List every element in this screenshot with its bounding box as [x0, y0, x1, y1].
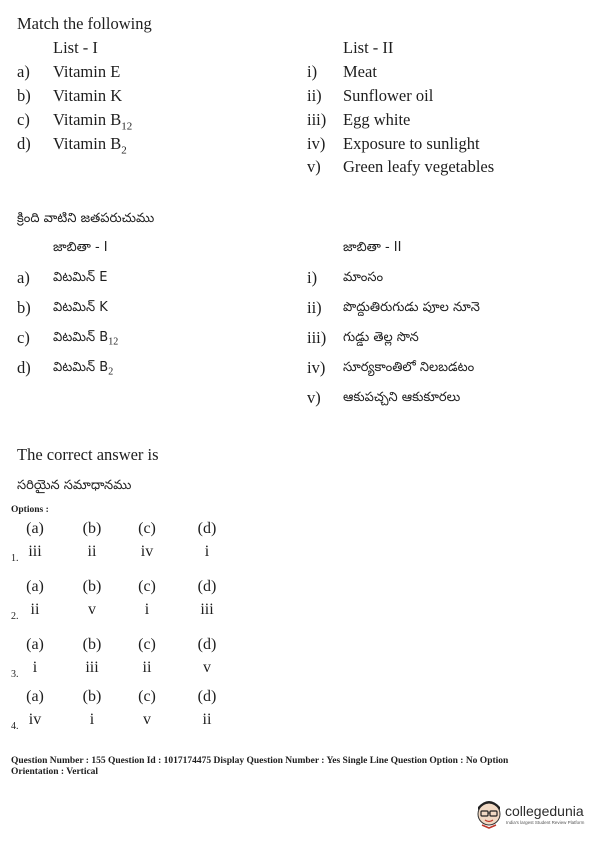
- list1-label: a): [17, 268, 30, 287]
- list2-label: v): [307, 157, 321, 176]
- list2-item: Exposure to sunlight: [343, 134, 480, 153]
- list1-header: List - I: [53, 38, 98, 57]
- answer-prompt-telugu: సరియైన సమాధానము: [17, 478, 132, 493]
- option-value: iii: [200, 601, 214, 618]
- list2-item: Meat: [343, 62, 377, 81]
- option-column-header: (d): [197, 636, 217, 653]
- option-value: i: [89, 711, 95, 728]
- list1-item-telugu: విటమిన్ E: [53, 270, 108, 285]
- option-column-header: (d): [197, 520, 217, 537]
- option-value: ii: [87, 543, 97, 560]
- list1-item-telugu: విటమిన్ $B_{12}$: [53, 330, 119, 348]
- list2-label: iv): [307, 358, 326, 377]
- list2-item-telugu: గుడ్డు తెల్ల సొన: [343, 330, 419, 345]
- options-label: Options :: [11, 505, 49, 515]
- option-column-header: (d): [197, 578, 217, 595]
- option-value: i: [144, 601, 150, 618]
- list2-label: ii): [307, 86, 322, 105]
- option-column-header: (a): [26, 636, 44, 653]
- list1-header-telugu: జాబితా - I: [53, 240, 108, 255]
- list2-label: v): [307, 388, 321, 407]
- question-meta-line2: Orientation : Vertical: [11, 767, 99, 777]
- option-value: v: [203, 659, 211, 676]
- option-column-header: (b): [82, 636, 102, 653]
- option-number[interactable]: 4.: [11, 721, 19, 732]
- option-value: ii: [30, 601, 40, 618]
- list2-item: Green leafy vegetables: [343, 157, 495, 176]
- option-number[interactable]: 3.: [11, 669, 19, 680]
- list2-item-telugu: మాంసం: [343, 270, 384, 285]
- logo-name: collegedunia: [505, 803, 584, 819]
- option-column-header: (a): [26, 520, 44, 537]
- logo-tagline: India's largest Student Review Platform: [506, 820, 585, 825]
- list2-header-telugu: జాబితా - II: [343, 240, 402, 255]
- list1-item: Vitamin K: [53, 86, 123, 105]
- list2-label: iv): [307, 134, 326, 153]
- list1-item: Vitamin E: [53, 62, 121, 81]
- option-value: iii: [28, 543, 42, 560]
- option-column-header: (a): [26, 688, 44, 705]
- collegedunia-logo: [474, 797, 504, 834]
- option-value: i: [32, 659, 38, 676]
- list1-label: b): [17, 86, 31, 105]
- option-column-header: (c): [138, 520, 156, 537]
- list2-item-telugu: పొద్దుతిరుగుడు పూల నూనె: [343, 300, 480, 315]
- option-value: iii: [85, 659, 99, 676]
- list1-item: Vitamin $B_{12}$: [53, 110, 133, 133]
- question-title: Match the following: [17, 14, 152, 33]
- list2-header: List - II: [343, 38, 394, 57]
- list1-label: a): [17, 62, 30, 81]
- option-value: v: [88, 601, 96, 618]
- option-column-header: (b): [82, 688, 102, 705]
- option-value: v: [143, 711, 151, 728]
- option-value: iv: [28, 711, 42, 728]
- list2-item: Egg white: [343, 110, 411, 129]
- list1-item-telugu: విటమిన్ $B_2$: [53, 360, 114, 378]
- question-meta-line1: Question Number : 155 Question Id : 1017174475 Display Question Number : Yes Single Line Question Option : No Option: [11, 756, 509, 766]
- list1-label: d): [17, 134, 31, 153]
- list2-item-telugu: సూర్యకాంతిలో నిలబడటం: [343, 360, 475, 375]
- option-column-header: (a): [26, 578, 44, 595]
- option-value: iv: [140, 543, 154, 560]
- option-column-header: (c): [138, 636, 156, 653]
- option-column-header: (b): [82, 520, 102, 537]
- option-value: i: [204, 543, 210, 560]
- list1-label: c): [17, 328, 30, 347]
- list1-label: b): [17, 298, 31, 317]
- answer-prompt: The correct answer is: [17, 445, 159, 464]
- list1-label: c): [17, 110, 30, 129]
- list2-label: i): [307, 268, 318, 287]
- list2-label: i): [307, 62, 318, 81]
- option-value: ii: [142, 659, 152, 676]
- list2-label: iii): [307, 110, 327, 129]
- option-column-header: (c): [138, 688, 156, 705]
- question-title-telugu: క్రింది వాటిని జతపరుచుము: [17, 211, 155, 226]
- option-number[interactable]: 1.: [11, 553, 19, 564]
- option-column-header: (c): [138, 578, 156, 595]
- option-number[interactable]: 2.: [11, 611, 19, 622]
- list2-item: Sunflower oil: [343, 86, 434, 105]
- option-column-header: (b): [82, 578, 102, 595]
- list2-item-telugu: ఆకుపచ్చని ఆకుకూరలు: [343, 390, 461, 405]
- list1-label: d): [17, 358, 31, 377]
- list1-item: Vitamin $B_2$: [53, 134, 127, 157]
- mascot-icon: [474, 797, 504, 829]
- list2-label: ii): [307, 298, 322, 317]
- list2-label: iii): [307, 328, 327, 347]
- option-column-header: (d): [197, 688, 217, 705]
- list1-item-telugu: విటమిన్ K: [53, 300, 108, 315]
- option-value: ii: [202, 711, 212, 728]
